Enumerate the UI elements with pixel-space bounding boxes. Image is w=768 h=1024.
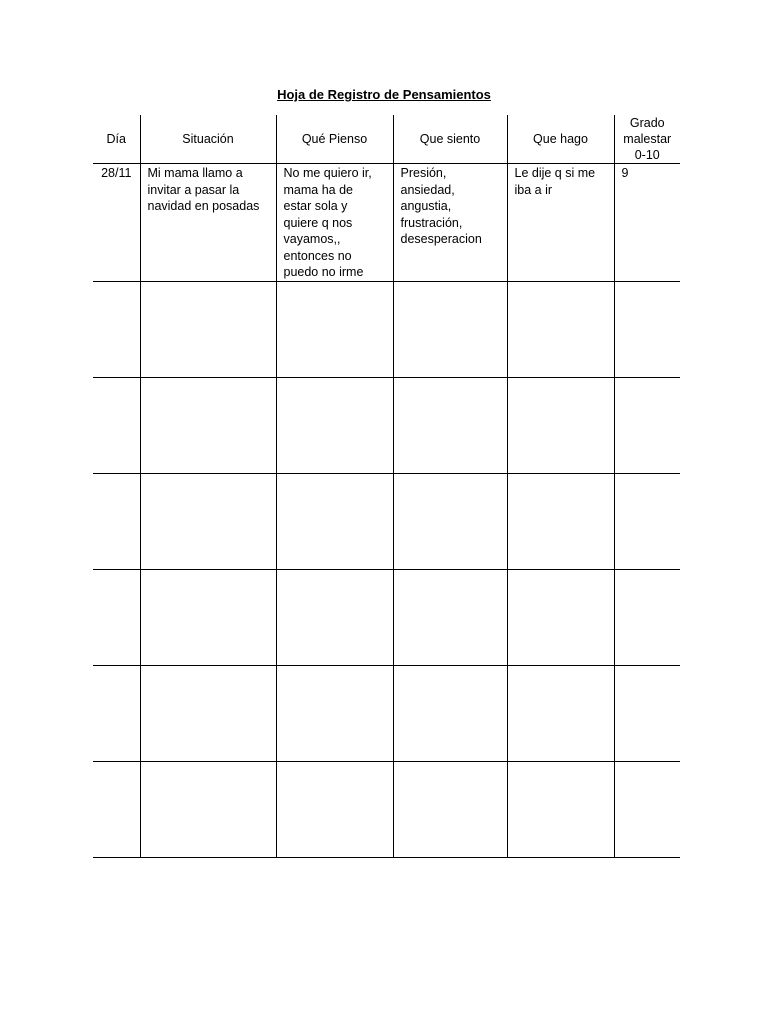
cell-text: vayamos,, [283,232,341,246]
cell-empty [507,281,614,377]
cell-empty [393,473,507,569]
cell-empty [276,665,393,761]
header-situacion: Situación [140,115,276,164]
header-grado-line: 0-10 [634,148,660,162]
thought-record-table [93,115,680,858]
cell-text: ansiedad, [400,182,455,197]
cell-empty [276,281,393,377]
cell-empty [276,377,393,473]
cell-empty [93,377,140,473]
cell-empty [507,761,614,857]
cell-empty [614,281,680,377]
cell-empty [507,473,614,569]
header-row [93,115,680,164]
cell-empty [393,569,507,665]
cell-empty [140,761,276,857]
header-que-pienso: Qué Pienso [276,115,393,164]
cell-empty [93,281,140,377]
header-grado-line: malestar [623,132,672,146]
header-grado-malestar [614,115,680,164]
cell-empty [393,281,507,377]
cell-text: estar sola y [283,199,348,213]
cell-empty [507,569,614,665]
cell-text: iba a ir [514,182,553,197]
cell-empty [93,761,140,857]
cell-dia [93,164,140,282]
cell-empty [393,665,507,761]
table-row [93,164,680,282]
cell-empty [140,569,276,665]
cell-empty [93,473,140,569]
cell-text: Le dije q si me [514,166,596,180]
cell-empty [614,377,680,473]
table-row [93,473,680,569]
cell-empty [393,761,507,857]
cell-text: Presión, [400,166,447,180]
header-que-siento: Que siento [393,115,507,164]
cell-text: No me quiero ir, [283,166,372,180]
table-row [93,377,680,473]
header-que-hago: Que hago [507,115,614,164]
table-row [93,761,680,857]
cell-empty [140,377,276,473]
page-title: Hoja de Registro de Pensamientos [277,87,491,102]
cell-empty [614,473,680,569]
cell-text: 28/11 [101,166,132,180]
header-grado-line: Grado [629,116,665,130]
cell-text: invitar a pasar la [147,182,240,197]
cell-empty [393,377,507,473]
cell-que-hago [507,164,614,282]
cell-empty [276,473,393,569]
cell-text: Mi mama llamo a [147,166,243,180]
cell-situacion [140,164,276,282]
cell-text: frustración, [400,215,463,230]
cell-empty [507,665,614,761]
cell-grado-malestar [614,164,680,282]
table-row [93,569,680,665]
cell-empty [140,281,276,377]
table-row [93,665,680,761]
cell-text: mama ha de [283,182,353,197]
cell-empty [140,473,276,569]
cell-empty [93,665,140,761]
cell-text: puedo no irme [283,265,364,279]
cell-empty [276,569,393,665]
header-dia: Día [93,115,140,164]
cell-text: desesperacion [400,232,482,246]
cell-empty [614,761,680,857]
cell-text: angustia, [400,199,452,213]
cell-text: 9 [621,166,629,180]
cell-empty [140,665,276,761]
table-row [93,281,680,377]
cell-empty [93,569,140,665]
cell-empty [614,569,680,665]
cell-text: entonces no [283,248,352,263]
cell-text: quiere q nos [283,215,353,230]
cell-empty [276,761,393,857]
cell-text: navidad en posadas [147,199,260,213]
cell-empty [614,665,680,761]
cell-que-siento [393,164,507,282]
cell-que-pienso [276,164,393,282]
cell-empty [507,377,614,473]
